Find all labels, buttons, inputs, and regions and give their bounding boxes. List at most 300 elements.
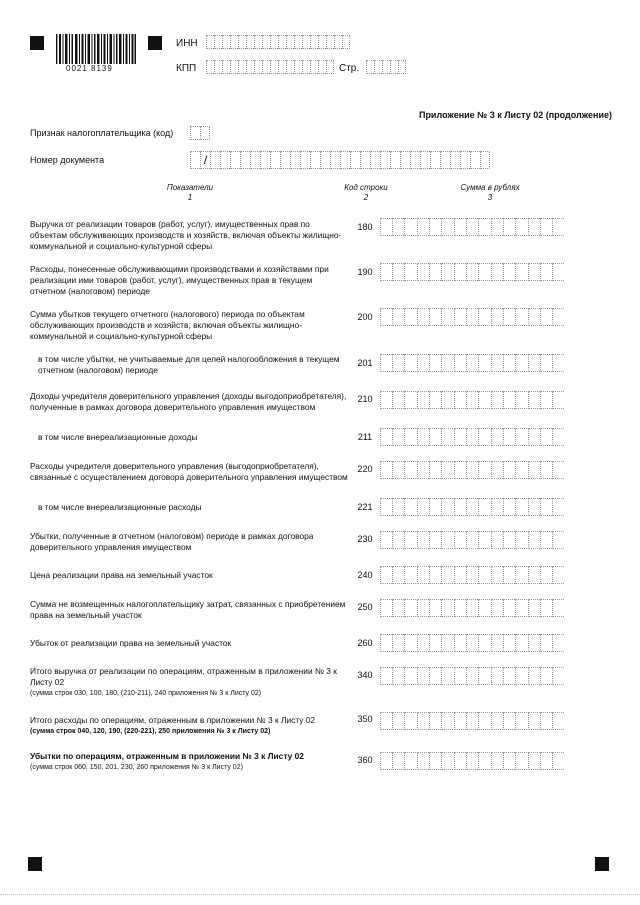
amount-digit-cell[interactable] [515,599,527,617]
amount-digit-cell[interactable] [454,752,466,770]
amount-digit-cell[interactable] [429,634,441,652]
amount-digit-cell[interactable] [503,667,515,685]
amount-digit-cell[interactable] [380,461,392,479]
amount-digit-cell[interactable] [491,531,503,549]
amount-digit-cell[interactable] [429,531,441,549]
column-header-sum [445,183,535,203]
row-211-amount-field[interactable] [380,428,564,446]
column-header-indicators-label: Показатели [166,183,214,192]
amount-digit-cell[interactable] [380,354,392,372]
amount-digit-cell[interactable] [491,354,503,372]
amount-digit-cell[interactable] [429,667,441,685]
corner-marker-bottom-left [28,857,42,871]
amount-digit-cell[interactable] [380,667,392,685]
amount-digit-cell[interactable] [380,712,392,730]
amount-digit-cell[interactable] [429,263,441,281]
amount-digit-cell[interactable] [392,531,404,549]
amount-digit-cell[interactable] [466,498,478,516]
row-340-text [30,666,348,699]
amount-digit-cell[interactable] [441,599,453,617]
amount-digit-cell[interactable] [404,428,416,446]
amount-digit-cell[interactable] [392,634,404,652]
row-220-text: Расходы учредителя доверительного управления (выгодоприобретателя), связанные с осуществлением договора доверительного управления имуществом [30,461,348,482]
row-360-note: (сумма строк 060, 150, 201, 230, 260 приложения № 3 к Листу 02) [30,764,243,771]
amount-digit-cell[interactable] [503,461,515,479]
amount-digit-cell[interactable] [552,667,564,685]
amount-digit-cell[interactable] [478,531,490,549]
amount-digit-cell[interactable] [515,428,527,446]
column-header-sum-num: 3 [487,193,493,202]
amount-digit-cell[interactable] [515,498,527,516]
amount-digit-cell[interactable] [540,428,552,446]
row-250-code: 250 [357,602,373,612]
amount-digit-cell[interactable] [540,752,552,770]
amount-digit-cell[interactable] [503,263,515,281]
amount-digit-cell[interactable] [540,599,552,617]
amount-digit-cell[interactable] [429,599,441,617]
row-340-amount-field[interactable] [380,667,564,685]
amount-digit-cell[interactable] [552,308,564,326]
row-220-code: 220 [357,464,373,474]
amount-digit-cell[interactable] [441,263,453,281]
amount-digit-cell[interactable] [478,634,490,652]
amount-digit-cell[interactable] [429,461,441,479]
amount-digit-cell[interactable] [515,263,527,281]
amount-digit-cell[interactable] [466,391,478,409]
amount-digit-cell[interactable] [429,354,441,372]
amount-digit-cell[interactable] [392,498,404,516]
row-190-text: Расходы, понесенные обслуживающими производствами и хозяйствами при реализации ими товаров (работ, услуг), имущественных прав в текущем отчетном (налоговом) периоде [30,264,329,296]
kpp-label: КПП [176,63,197,74]
amount-digit-cell[interactable] [491,752,503,770]
amount-digit-cell[interactable] [515,461,527,479]
amount-digit-cell[interactable] [552,712,564,730]
row-340-label: Итого выручка от реализации по операциям, отраженным в приложении № 3 к Листу 02 [30,666,337,687]
document-number-field[interactable] [190,151,490,169]
amount-digit-cell[interactable] [491,566,503,584]
amount-digit-cell[interactable] [478,667,490,685]
amount-digit-cell[interactable] [540,218,552,236]
amount-digit-cell[interactable] [478,712,490,730]
amount-digit-cell[interactable] [540,354,552,372]
row-210-amount-field[interactable] [380,391,564,409]
row-250-text: Сумма не возмещенных налогоплательщику затрат, связанных с приобретением права на земельный участок [30,599,346,620]
amount-digit-cell[interactable] [491,218,503,236]
row-220-amount-field[interactable] [380,461,564,479]
amount-digit-cell[interactable] [528,712,540,730]
amount-digit-cell[interactable] [404,308,416,326]
amount-digit-cell[interactable] [503,218,515,236]
kpp-field[interactable] [206,60,334,74]
amount-digit-cell[interactable] [429,498,441,516]
amount-digit-cell[interactable] [454,354,466,372]
corner-marker-top-center [148,36,162,50]
amount-digit-cell[interactable] [466,752,478,770]
row-221-code: 221 [357,502,373,512]
page-number-field[interactable] [366,60,406,74]
amount-digit-cell[interactable] [441,308,453,326]
amount-digit-cell[interactable] [380,308,392,326]
amount-digit-cell[interactable] [454,566,466,584]
amount-digit-cell[interactable] [478,752,490,770]
row-180-code: 180 [357,222,373,232]
row-200-code: 200 [357,312,373,322]
amount-digit-cell[interactable] [466,566,478,584]
amount-digit-cell[interactable] [503,599,515,617]
amount-digit-cell[interactable] [466,634,478,652]
amount-digit-cell[interactable] [491,461,503,479]
amount-digit-cell[interactable] [441,498,453,516]
amount-digit-cell[interactable] [528,752,540,770]
amount-digit-cell[interactable] [417,428,429,446]
row-200-amount-field[interactable] [380,308,564,326]
amount-digit-cell[interactable] [441,634,453,652]
amount-digit-cell[interactable] [552,428,564,446]
amount-digit-cell[interactable] [417,531,429,549]
amount-digit-cell[interactable] [417,263,429,281]
amount-digit-cell[interactable] [466,308,478,326]
row-230-text: Убытки, полученные в отчетном (налоговом) периоде в рамках договора доверительного управления имуществом [30,531,314,552]
amount-digit-cell[interactable] [466,712,478,730]
row-210-text: Доходы учредителя доверительного управления (доходы выгодоприобретателя), полученные в рамках договора доверительного управления имуществом [30,391,347,412]
amount-digit-cell[interactable] [515,667,527,685]
amount-digit-cell[interactable] [404,391,416,409]
amount-digit-cell[interactable] [380,263,392,281]
amount-digit-cell[interactable] [429,308,441,326]
amount-digit-cell[interactable] [454,263,466,281]
amount-digit-cell[interactable] [441,428,453,446]
amount-digit-cell[interactable] [528,566,540,584]
amount-digit-cell[interactable] [466,599,478,617]
amount-digit-cell[interactable] [528,498,540,516]
amount-digit-cell[interactable] [478,498,490,516]
amount-digit-cell[interactable] [552,498,564,516]
amount-digit-cell[interactable] [380,634,392,652]
amount-digit-cell[interactable] [417,308,429,326]
row-201-code: 201 [357,358,373,368]
amount-digit-cell[interactable] [503,634,515,652]
amount-digit-cell[interactable] [380,531,392,549]
amount-digit-cell[interactable] [454,308,466,326]
amount-digit-cell[interactable] [515,218,527,236]
amount-digit-cell[interactable] [380,566,392,584]
amount-digit-cell[interactable] [380,391,392,409]
amount-digit-cell[interactable] [441,566,453,584]
row-360-code: 360 [357,755,373,765]
row-180-text: Выручка от реализации товаров (работ, услуг), имущественных прав по объектам обслуживающих производств и хозяйств, включая объекты жилищно-коммунальной и социально-культурной сферы [30,219,342,251]
amount-digit-cell[interactable] [392,752,404,770]
row-350-amount-field[interactable] [380,712,564,730]
amount-digit-cell[interactable] [417,752,429,770]
amount-digit-cell[interactable] [491,391,503,409]
row-350-text [30,715,348,737]
amount-digit-cell[interactable] [404,354,416,372]
amount-digit-cell[interactable] [392,428,404,446]
amount-digit-cell[interactable] [503,498,515,516]
amount-digit-cell[interactable] [515,712,527,730]
row-240-code: 240 [357,570,373,580]
amount-digit-cell[interactable] [404,667,416,685]
taxpayer-sign-label: Признак налогоплательщика (код) [30,128,174,138]
amount-digit-cell[interactable] [466,428,478,446]
amount-digit-cell[interactable] [466,354,478,372]
amount-digit-cell[interactable] [417,218,429,236]
amount-digit-cell[interactable] [454,391,466,409]
row-180-amount-field[interactable] [380,218,564,236]
amount-digit-cell[interactable] [454,667,466,685]
amount-digit-cell[interactable] [429,752,441,770]
amount-digit-cell[interactable] [466,263,478,281]
amount-digit-cell[interactable] [404,634,416,652]
amount-digit-cell[interactable] [404,218,416,236]
amount-digit-cell[interactable] [441,667,453,685]
amount-digit-cell[interactable] [540,667,552,685]
amount-digit-cell[interactable] [454,531,466,549]
amount-digit-cell[interactable] [540,391,552,409]
amount-digit-cell[interactable] [392,354,404,372]
amount-digit-cell[interactable] [528,218,540,236]
amount-digit-cell[interactable] [380,752,392,770]
amount-digit-cell[interactable] [404,712,416,730]
amount-digit-cell[interactable] [528,667,540,685]
amount-digit-cell[interactable] [503,354,515,372]
amount-digit-cell[interactable] [441,391,453,409]
amount-digit-cell[interactable] [503,428,515,446]
amount-digit-cell[interactable] [552,752,564,770]
amount-digit-cell[interactable] [528,428,540,446]
amount-digit-cell[interactable] [491,428,503,446]
amount-digit-cell[interactable] [503,391,515,409]
amount-digit-cell[interactable] [404,263,416,281]
inn-label: ИНН [176,38,198,49]
amount-digit-cell[interactable] [491,498,503,516]
amount-digit-cell[interactable] [417,498,429,516]
amount-digit-cell[interactable] [503,712,515,730]
amount-digit-cell[interactable] [454,599,466,617]
amount-digit-cell[interactable] [466,461,478,479]
amount-digit-cell[interactable] [392,308,404,326]
amount-digit-cell[interactable] [392,712,404,730]
amount-digit-cell[interactable] [552,218,564,236]
amount-digit-cell[interactable] [429,428,441,446]
amount-digit-cell[interactable] [515,752,527,770]
row-350-label: Итого расходы по операциям, отраженным в приложении № 3 к Листу 02 [30,715,316,725]
amount-digit-cell[interactable] [404,498,416,516]
amount-digit-cell[interactable] [454,634,466,652]
amount-digit-cell[interactable] [528,263,540,281]
amount-digit-cell[interactable] [392,263,404,281]
column-header-line-code-num: 2 [363,193,369,202]
amount-digit-cell[interactable] [478,391,490,409]
amount-digit-cell[interactable] [540,308,552,326]
amount-digit-cell[interactable] [417,634,429,652]
amount-digit-cell[interactable] [540,498,552,516]
amount-digit-cell[interactable] [491,599,503,617]
row-240-text: Цена реализации права на земельный участок [30,570,213,580]
row-210-code: 210 [357,394,373,404]
amount-digit-cell[interactable] [552,599,564,617]
amount-digit-cell[interactable] [380,498,392,516]
amount-digit-cell[interactable] [515,566,527,584]
column-header-sum-label: Сумма в рублях [460,183,520,192]
amount-digit-cell[interactable] [478,461,490,479]
corner-marker-top-left [30,36,44,50]
row-340-code: 340 [357,670,373,680]
amount-digit-cell[interactable] [491,634,503,652]
amount-digit-cell[interactable] [552,566,564,584]
amount-digit-cell[interactable] [503,531,515,549]
amount-digit-cell[interactable] [540,263,552,281]
amount-digit-cell[interactable] [528,531,540,549]
amount-digit-cell[interactable] [417,461,429,479]
amount-digit-cell[interactable] [404,599,416,617]
column-header-line-code-label: Код строки [344,183,388,192]
amount-digit-cell[interactable] [552,391,564,409]
amount-digit-cell[interactable] [380,599,392,617]
row-230-code: 230 [357,534,373,544]
amount-digit-cell[interactable] [466,667,478,685]
amount-digit-cell[interactable] [380,428,392,446]
row-201-text: в том числе убытки, не учитываемые для целей налогообложения в текущем отчетном (налоговом) периоде [38,354,340,375]
amount-digit-cell[interactable] [417,566,429,584]
amount-digit-cell[interactable] [466,531,478,549]
amount-digit-cell[interactable] [491,712,503,730]
amount-digit-cell[interactable] [441,218,453,236]
amount-digit-cell[interactable] [417,354,429,372]
row-230-amount-field[interactable] [380,531,564,549]
amount-digit-cell[interactable] [552,461,564,479]
amount-digit-cell[interactable] [392,566,404,584]
amount-digit-cell[interactable] [404,566,416,584]
column-header-line-code [336,183,396,203]
row-250-amount-field[interactable] [380,599,564,617]
amount-digit-cell[interactable] [528,634,540,652]
row-340-note: (сумма строк 030, 100, 180, (210-211), 240 приложения № 3 к Листу 02) [30,690,262,697]
amount-digit-cell[interactable] [454,428,466,446]
barcode-image [56,34,136,64]
amount-digit-cell[interactable] [392,218,404,236]
amount-digit-cell[interactable] [441,712,453,730]
document-number-label: Номер документа [30,155,105,165]
amount-digit-cell[interactable] [404,531,416,549]
amount-digit-cell[interactable] [417,667,429,685]
amount-digit-cell[interactable] [404,752,416,770]
amount-digit-cell[interactable] [552,531,564,549]
amount-digit-cell[interactable] [417,391,429,409]
amount-digit-cell[interactable] [454,712,466,730]
amount-digit-cell[interactable] [417,712,429,730]
amount-digit-cell[interactable] [552,263,564,281]
barcode-number: 0021 8139 [66,64,113,73]
inn-field[interactable] [206,35,350,49]
row-360-label: Убытки по операциям, отраженным в приложении № 3 к Листу 02 [30,751,304,761]
row-201-amount-field[interactable] [380,354,564,372]
amount-digit-cell[interactable] [392,599,404,617]
amount-digit-cell[interactable] [515,308,527,326]
amount-digit-cell[interactable] [503,752,515,770]
amount-digit-cell[interactable] [404,461,416,479]
amount-digit-cell[interactable] [417,599,429,617]
row-350-code: 350 [357,714,373,724]
amount-digit-cell[interactable] [515,391,527,409]
amount-digit-cell[interactable] [528,599,540,617]
amount-digit-cell[interactable] [528,461,540,479]
amount-digit-cell[interactable] [540,712,552,730]
amount-digit-cell[interactable] [478,308,490,326]
amount-digit-cell[interactable] [454,498,466,516]
amount-digit-cell[interactable] [528,308,540,326]
corner-marker-bottom-right [595,857,609,871]
amount-digit-cell[interactable] [392,667,404,685]
amount-digit-cell[interactable] [540,461,552,479]
amount-digit-cell[interactable] [478,354,490,372]
amount-digit-cell[interactable] [429,391,441,409]
row-221-amount-field[interactable] [380,498,564,516]
form-title: Приложение № 3 к Листу 02 (продолжение) [418,110,612,120]
amount-digit-cell[interactable] [515,354,527,372]
amount-digit-cell[interactable] [478,428,490,446]
amount-digit-cell[interactable] [429,566,441,584]
row-360-text [30,751,348,773]
row-260-code: 260 [357,638,373,648]
amount-digit-cell[interactable] [540,634,552,652]
row-190-code: 190 [357,267,373,277]
amount-digit-cell[interactable] [441,531,453,549]
taxpayer-sign-field[interactable] [190,126,210,140]
amount-digit-cell[interactable] [528,354,540,372]
column-header-indicators-num: 1 [187,193,193,202]
amount-digit-cell[interactable] [528,391,540,409]
amount-digit-cell[interactable] [441,461,453,479]
amount-digit-cell[interactable] [515,634,527,652]
amount-digit-cell[interactable] [478,263,490,281]
amount-digit-cell[interactable] [503,308,515,326]
row-211-code: 211 [357,432,373,442]
amount-digit-cell[interactable] [552,634,564,652]
row-240-amount-field[interactable] [380,566,564,584]
amount-digit-cell[interactable] [540,566,552,584]
amount-digit-cell[interactable] [515,531,527,549]
amount-digit-cell[interactable] [392,391,404,409]
amount-digit-cell[interactable] [478,218,490,236]
amount-digit-cell[interactable] [429,712,441,730]
page-label: Стр. [339,63,360,74]
amount-digit-cell[interactable] [540,531,552,549]
amount-digit-cell[interactable] [380,218,392,236]
amount-digit-cell[interactable] [441,752,453,770]
amount-digit-cell[interactable] [491,667,503,685]
amount-digit-cell[interactable] [491,263,503,281]
amount-digit-cell[interactable] [491,308,503,326]
row-360-amount-field[interactable] [380,752,564,770]
amount-digit-cell[interactable] [392,461,404,479]
document-number-separator: / [200,151,210,169]
amount-digit-cell[interactable] [503,566,515,584]
amount-digit-cell[interactable] [454,461,466,479]
row-260-amount-field[interactable] [380,634,564,652]
row-190-amount-field[interactable] [380,263,564,281]
amount-digit-cell[interactable] [441,354,453,372]
column-header-indicators [150,183,230,203]
row-260-text: Убыток от реализации права на земельный участок [30,638,232,648]
amount-digit-cell[interactable] [429,218,441,236]
amount-digit-cell[interactable] [454,218,466,236]
amount-digit-cell[interactable] [478,566,490,584]
row-221-text: в том числе внереализационные расходы [38,502,202,512]
amount-digit-cell[interactable] [552,354,564,372]
amount-digit-cell[interactable] [466,218,478,236]
amount-digit-cell[interactable] [478,599,490,617]
